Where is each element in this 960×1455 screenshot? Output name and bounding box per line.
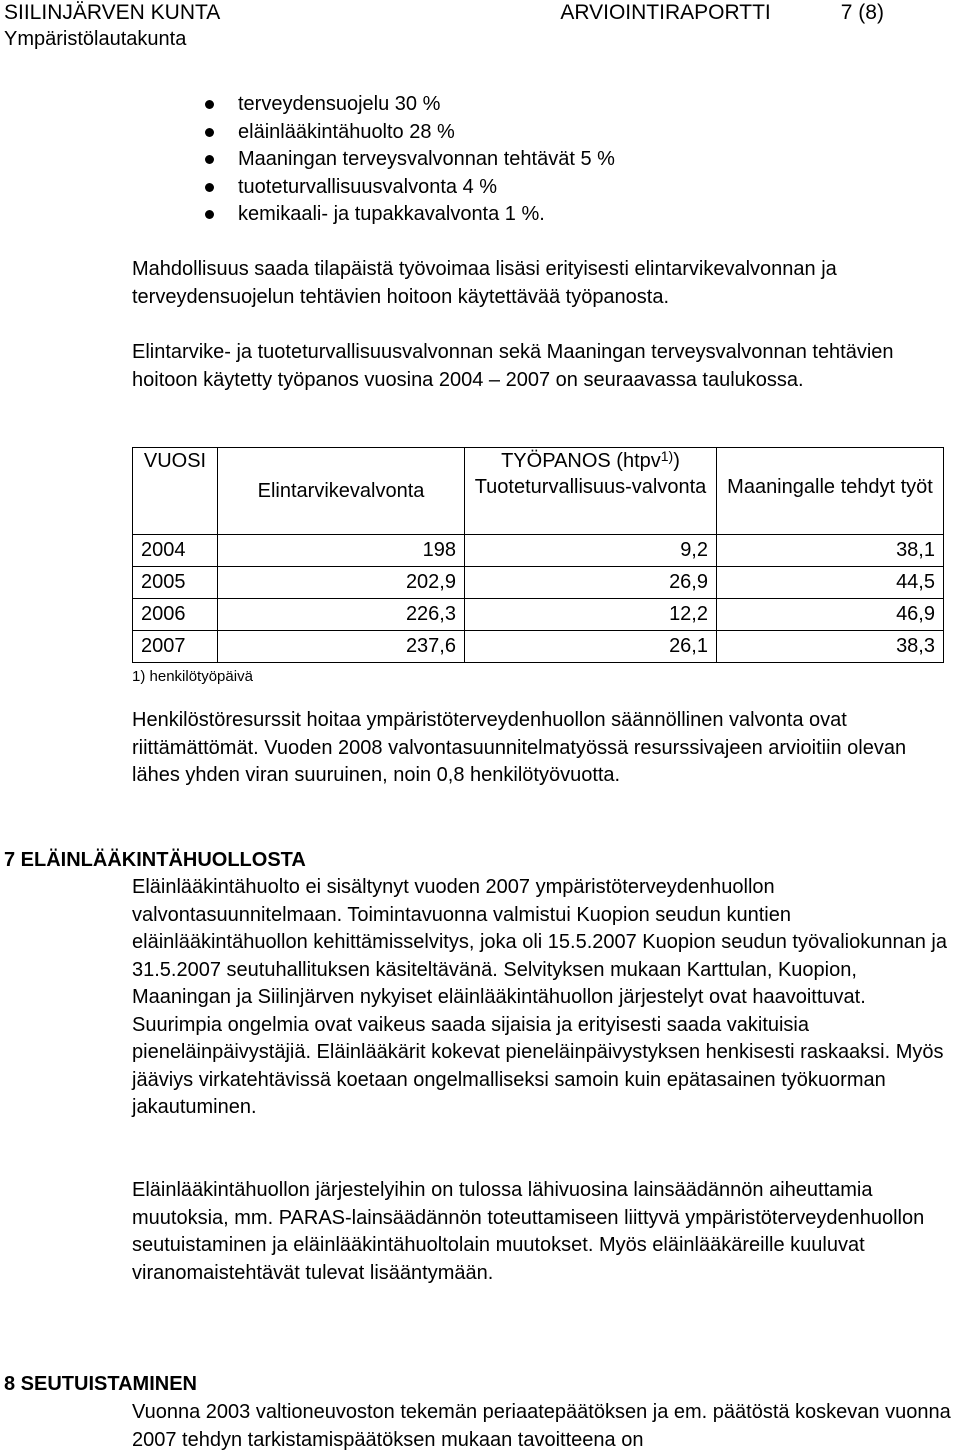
col-header-maaninka: Maaningalle tehdyt työt: [717, 448, 944, 535]
section-8-heading: 8 SEUTUISTAMINEN: [4, 1373, 197, 1395]
col-header-food: Elintarvikevalvonta: [218, 448, 465, 535]
table-row: 2007 237,6 26,1 38,3: [133, 631, 944, 663]
table-row: 2004 198 9,2 38,1: [133, 535, 944, 567]
group-header: TYÖPANOS (htpv$^{1)}$): [501, 448, 680, 472]
section-7-paragraph-2: Eläinlääkintähuollon järjestelyihin on tulossa lähivuosina lainsäädännön aiheuttamia muutoksia, mm. PARAS-lainsäädännön toteuttamiseen liittyvä ympäristöterveydenhuollon seutuistaminen ja eläinlääkintähuoltolain muutokset. Myös eläinlääkäreille kuuluvat viranomaistehtävät tulevat lisääntymään.: [132, 1179, 925, 1284]
list-item: eläinlääkintähuolto 28 %: [203, 119, 615, 147]
list-item: Maaningan terveysvalvonnan tehtävät 5 %: [203, 146, 615, 174]
page-number: 7 (8): [840, 1, 884, 24]
section-7-heading: 7 ELÄINLÄÄKINTÄHUOLLOSTA: [4, 849, 306, 871]
section-7-paragraph-1: Eläinlääkintähuolto ei sisältynyt vuoden 2007 ympäristöterveydenhuollon valvontasuunnitelmaan. Toimintavuonna valmistui Kuopion seudun kuntien eläinlääkintähuollon kehittämisselvitys, joka oli 15.5.2007 Kuopion seudun työvaliokunnan ja 31.5.2007 seutuhallituksen käsiteltävänä. Selvityksen mukaan Karttulan, Kuopion, Maaningan ja Siilinjärven nykyiset eläinlääkintähuollon järjestelyt ovat haavoittuvat. Suurimpia ongelmia ovat vaikeus saada sijaisia ja erityisesti saada vakituisia pieneläinpäivystäjiä. Eläinlääkärit kokevat pieneläinpäivystyksen henkisesti raskaaksi. Myös jääviys virkatehtävissä koetaan ongelmalliseksi samoin kuin epätasainen työkuorman jakautuminen.: [132, 876, 947, 1118]
list-item: kemikaali- ja tupakkavalvonta 1 %.: [203, 201, 615, 229]
bullet-icon: [205, 100, 214, 109]
table-header-row: [133, 448, 944, 535]
paragraph-resources: Henkilöstöresurssit hoitaa ympäristöterveydenhuollon säännöllinen valvonta ovat riittämättömät. Vuoden 2008 valvontasuunnitelmatyössä resurssivajeen arvioitiin olevan lähes yhden viran suuruinen, noin 0,8 henkilötyövuotta.: [132, 709, 907, 786]
table-footnote: 1) henkilötyöpäivä: [132, 668, 253, 685]
bullet-icon: [205, 210, 214, 219]
list-item: tuoteturvallisuusvalvonta 4 %: [203, 174, 615, 202]
paragraph-temp-workforce: Mahdollisuus saada tilapäistä työvoimaa lisäsi erityisesti elintarvikevalvonnan ja terveydensuojelun tehtävien hoitoon käytettävää työpanosta.: [132, 258, 837, 308]
department: Ympäristölautakunta: [4, 28, 187, 50]
col-header-product: TYÖPANOS (htpv$^{1)}$) Tuoteturvallisuus-valvonta: [465, 448, 717, 535]
org-name: SIILINJÄRVEN KUNTA: [4, 1, 221, 24]
list-item: terveydensuojelu 30 %: [203, 91, 615, 119]
doc-type: ARVIOINTIRAPORTTI: [560, 1, 771, 24]
page-header: [4, 0, 904, 52]
bullet-list: [203, 91, 615, 229]
bullet-icon: [205, 183, 214, 192]
table-row: 2005 202,9 26,9 44,5: [133, 567, 944, 599]
bullet-icon: [205, 128, 214, 137]
workload-table: [132, 447, 944, 663]
table-row: 2006 226,3 12,2 46,9: [133, 599, 944, 631]
paragraph-table-intro: Elintarvike- ja tuoteturvallisuusvalvonnan sekä Maaningan terveysvalvonnan tehtävien hoitoon käytetty työpanos vuosina 2004 – 2007 on seuraavassa taulukossa.: [132, 341, 894, 391]
section-8-paragraph-1: Vuonna 2003 valtioneuvoston tekemän periaatepäätöksen ja em. päätöstä koskevan vuonna 2007 tehdyn tarkistamispäätöksen mukaan tavoitteena on: [132, 1401, 951, 1451]
bullet-icon: [205, 155, 214, 164]
col-header-year: VUOSI: [133, 448, 218, 535]
